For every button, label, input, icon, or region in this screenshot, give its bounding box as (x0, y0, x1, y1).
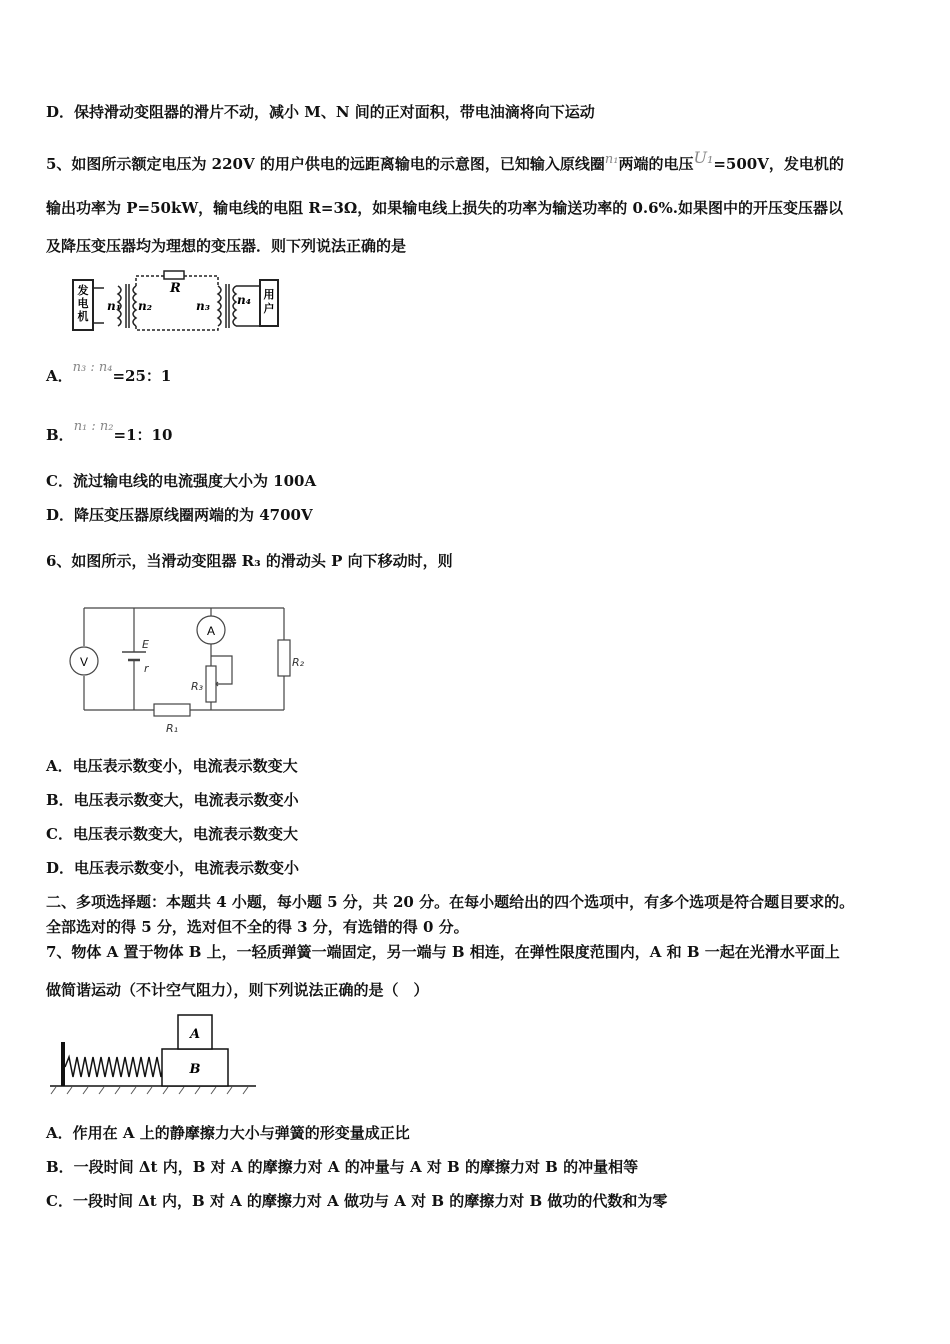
coil-n2 (133, 286, 136, 326)
q5-option-a-label: A． (46, 367, 73, 385)
n2-label: n₂ (138, 299, 152, 313)
generator-label: 发电机 (77, 284, 89, 323)
q5-option-b-value: =1：10 (113, 426, 173, 444)
q5-option-a-ratio: n₃ : n₄ (72, 360, 113, 375)
q5-stem-part-b: 两端的电压 (618, 155, 694, 173)
circuit-diagram (66, 600, 311, 740)
q6-option-a: A．电压表示数变小，电流表示数变大 (46, 757, 298, 775)
q5-stem-part-a: 5、如图所示额定电压为 220V 的用户供电的远距离输电的示意图，已知输入原线圈 (46, 155, 605, 173)
resistor-r (164, 271, 184, 279)
block-b-label: B (189, 1062, 201, 1077)
q5-option-c: C．流过输电线的电流强度大小为 100A (46, 472, 317, 490)
ammeter-label: A (206, 624, 216, 638)
q6-stem: 6、如图所示，当滑动变阻器 R₃ 的滑动头 P 向下移动时，则 (46, 552, 453, 570)
n3-label: n₃ (196, 299, 210, 313)
r-label: R (170, 281, 181, 296)
spring-block-diagram (46, 1012, 261, 1097)
q6-option-c: C．电压表示数变大，电流表示数变大 (46, 825, 298, 843)
q7-option-a: A．作用在 A 上的静摩擦力大小与弹簧的形变量成正比 (46, 1124, 410, 1142)
resistor-r2 (278, 640, 290, 676)
voltmeter-label: V (79, 655, 89, 669)
q6-option-d: D．电压表示数变小，电流表示数变小 (46, 859, 300, 877)
n4-label: n₄ (237, 293, 251, 307)
emf-label: E (142, 638, 149, 651)
r1-label: R₁ (166, 722, 179, 735)
n1-label: n₁ (107, 299, 121, 313)
q5-option-b-label: B． (46, 426, 74, 444)
r3-label: R₃ (191, 680, 204, 693)
q5-option-b (46, 419, 173, 447)
resistor-r1 (154, 704, 190, 716)
transmission-diagram (70, 268, 285, 338)
q5-option-a-value: =25：1 (112, 367, 172, 385)
q5-option-a (46, 360, 172, 388)
spring (65, 1057, 173, 1077)
user-label: 用户 (263, 288, 275, 315)
n1-symbol: n₁ (604, 152, 619, 167)
q7-stem-line2: 做简谐运动（不计空气阻力），则下列说法正确的是（ ） (46, 981, 429, 999)
section2-line1: 二、多项选择题：本题共 4 小题，每小题 5 分，共 20 分。在每小题给出的四个选项中，有多个选项是符合题目要求的。 (46, 893, 855, 911)
section2-line2: 全部选对的得 5 分，选对但不全的得 3 分，有选错的得 0 分。 (46, 918, 469, 936)
q7-stem-line1: 7、物体 A 置于物体 B 上，一轻质弹簧一端固定，另一端与 B 相连，在弹性限度范围内，A 和 B 一起在光滑水平面上 (46, 943, 840, 961)
u1-symbol: U₁ (693, 148, 714, 167)
r2-label: R₂ (292, 656, 305, 669)
q4-option-d: D．保持滑动变阻器的滑片不动，减小 M、N 间的正对面积，带电油滴将向下运动 (46, 103, 595, 121)
coil-n3 (218, 286, 221, 326)
internal-resistance-label: r (144, 662, 149, 675)
q5-option-d: D．降压变压器原线圈两端的为 4700V (46, 506, 313, 524)
coil-n4 (233, 286, 236, 326)
q5-stem-line1 (46, 148, 844, 174)
block-a-label: A (189, 1027, 201, 1042)
q7-option-b: B．一段时间 Δt 内，B 对 A 的摩擦力对 A 的冲量与 A 对 B 的摩擦力对 B 的冲量相等 (46, 1158, 639, 1176)
rheostat-r3 (206, 666, 216, 702)
q5-option-b-ratio: n₁ : n₂ (73, 419, 114, 434)
q6-option-b: B．电压表示数变大，电流表示数变小 (46, 791, 299, 809)
q5-stem-line2: 输出功率为 P=50kW，输电线的电阻 R=3Ω，如果输电线上损失的功率为输送功率的 0.6%.如果图中的开压变压器以 (46, 199, 844, 217)
q7-option-c: C．一段时间 Δt 内，B 对 A 的摩擦力对 A 做功与 A 对 B 的摩擦力对 B 做功的代数和为零 (46, 1192, 668, 1210)
q5-stem-line3: 及降压变压器均为理想的变压器．则下列说法正确的是 (46, 237, 407, 255)
q5-stem-part-c: =500V，发电机的 (713, 155, 844, 173)
